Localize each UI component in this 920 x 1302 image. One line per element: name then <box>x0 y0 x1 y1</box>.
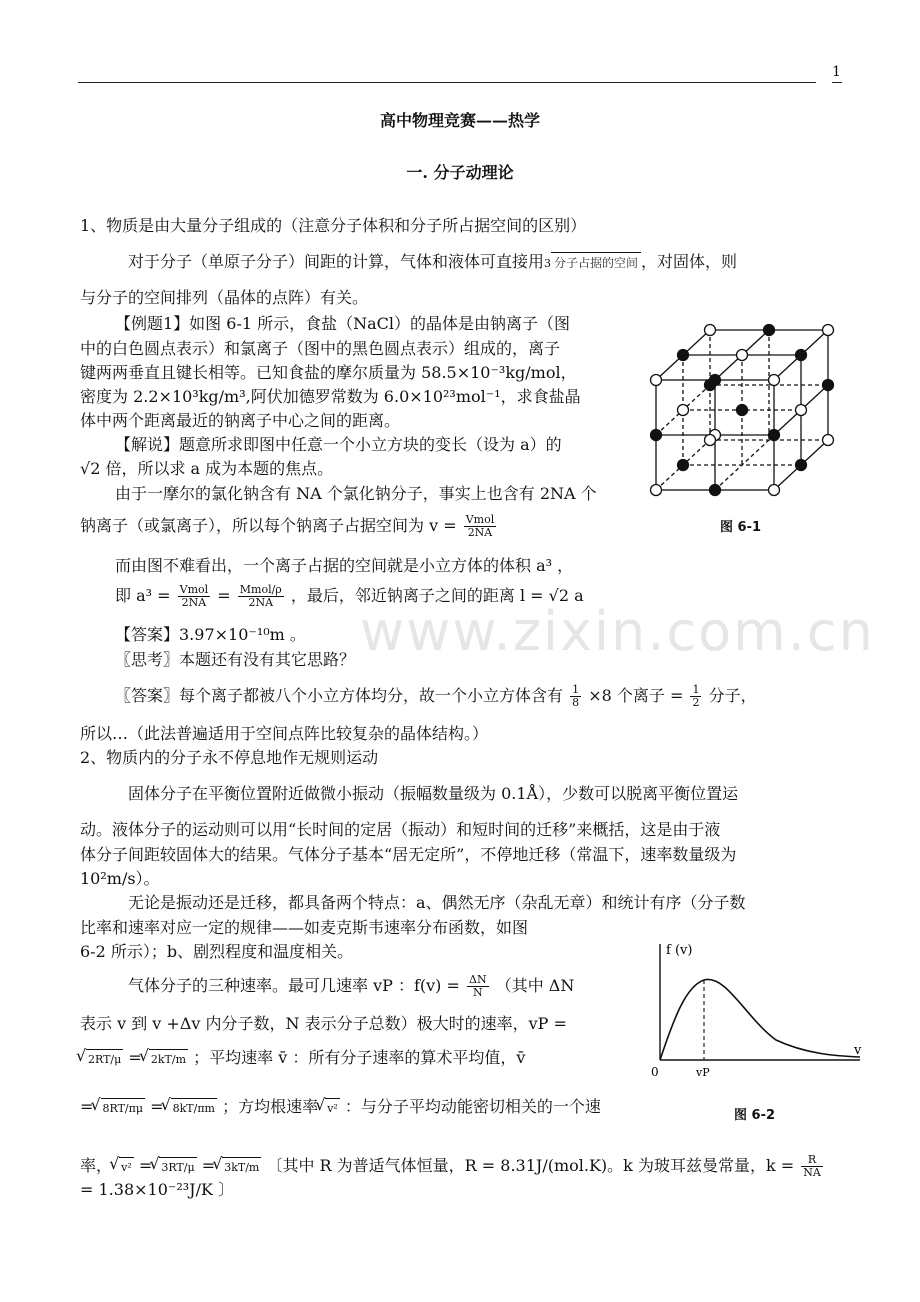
text-span: 气体分子的三种速率。最可几速率 vP ：f(v) = <box>128 976 460 995</box>
para-text: 所以…（此法普遍适用于空间点阵比较复杂的晶体结构。） <box>80 724 489 743</box>
page-number-underline <box>832 82 842 83</box>
speed-line: = 1.38×10⁻²³J/K 〕 <box>80 1180 235 1199</box>
text-span: 对于分子（单原子分子）间距的计算，气体和液体可直接用 <box>128 252 545 271</box>
fraction <box>464 514 497 539</box>
root-index: 3 <box>544 257 552 270</box>
speed-line <box>80 1154 825 1179</box>
equals-sign: = <box>80 1097 94 1116</box>
figure-6-1-lattice <box>648 322 838 532</box>
watermark: www.zixin.com.cn <box>360 600 875 663</box>
root-expression: √ 2RT/μ <box>86 1049 123 1070</box>
text-span: ；方均根速率 <box>222 1097 319 1116</box>
solution-line <box>80 514 498 539</box>
text-span: 钠离子（或氯离子），所以每个钠离子占据空间为 v = <box>80 516 457 535</box>
fraction <box>690 684 701 709</box>
frac-num: Vmol <box>465 513 495 526</box>
frac-num: Vmol <box>179 583 209 596</box>
fraction <box>467 974 489 999</box>
para-text: 无论是振动还是迁移，都具备两个特点：a、偶然无序（杂乱无章）和统计有序（分子数 <box>128 893 746 912</box>
para-text: 动。液体分子的运动则可以用“长时间的定居（振动）和短时间的迁移”来概括，这是由于液 <box>80 820 721 839</box>
figure-6-2-caption: 图 6-2 <box>734 1108 776 1123</box>
frac-num: ΔN <box>469 973 487 986</box>
header-rule <box>78 82 816 83</box>
fraction <box>178 584 211 609</box>
para-text: 比率和速率对应一定的规律——如麦克斯韦速率分布函数，如图 <box>80 918 529 937</box>
text-span: 〔其中 R 为普适气体恒量，R = 8.31J/(mol.K)。k 为玻耳兹曼常量，k = <box>266 1156 795 1175</box>
para-2-heading: 2、物质内的分子永不停息地作无规则运动 <box>80 748 379 767</box>
para-1-heading: 1、物质是由大量分子组成的（注意分子体积和分子所占据空间的区别） <box>80 216 587 235</box>
frac-den: NA <box>803 1166 821 1179</box>
answer-line: 【答案】3.97×10⁻¹⁰m 。 <box>115 625 306 644</box>
speed-line <box>128 974 574 999</box>
frac-num: R <box>801 1154 823 1167</box>
page-number: 1 <box>832 64 841 80</box>
para-text: 体分子间距较固体大的结果。气体分子基本“居无定所”，不停地迁移（常温下，速率数量级为 <box>80 845 737 864</box>
text-span: ，最后，邻近钠离子之间的距离 l = √2 a <box>290 586 584 605</box>
root-expression: √ 8RT/πμ <box>101 1098 146 1119</box>
root-expression: √ 2kT/m <box>149 1049 188 1070</box>
example-line: 键两两垂直且键长相等。已知食盐的摩尔质量为 58.5×10⁻³kg/mol， <box>80 363 577 382</box>
para-text: 6-2 所示）；b、剧烈程度和温度相关。 <box>80 942 354 961</box>
para-text: 10²m/s）。 <box>80 869 160 888</box>
frac-den: 8 <box>572 696 580 709</box>
text-span: 分子， <box>708 686 757 705</box>
root-expression: √ 3RT/μ <box>159 1157 196 1178</box>
text-span: ：与分子平均动能密切相关的一个速 <box>344 1097 601 1116</box>
origin-label: 0 <box>651 1065 659 1079</box>
equals-sign: = <box>201 1156 216 1175</box>
text-span: 即 a³ = <box>115 586 171 605</box>
x-axis-label: v <box>854 1043 862 1058</box>
speed-line <box>80 1097 601 1119</box>
solution-line <box>115 584 584 609</box>
para-text: 与分子的空间排列（晶体的点阵）有关。 <box>80 288 369 307</box>
think-line: 〖思考〗本题还有没有其它思路？ <box>115 650 356 669</box>
root-expression: √ v² <box>119 1157 134 1178</box>
fraction <box>238 584 284 609</box>
text-span: ，对固体，则 <box>641 252 738 271</box>
answer-line <box>115 684 757 709</box>
root-expression: √ 3kT/m <box>222 1157 261 1178</box>
example-line: 密度为 2.2×10³kg/m³,阿伏加德罗常数为 6.0×10²³mol⁻¹，求食盐晶 <box>80 387 581 406</box>
y-axis-label: f (v) <box>666 943 693 958</box>
text-span: ×8 个离子 = <box>588 686 684 705</box>
para-text <box>128 252 737 274</box>
speed-line <box>84 1048 525 1070</box>
section-heading: 一. 分子动理论 <box>406 163 514 182</box>
example-line: 中的白色圆点表示）和氯离子（图中的黑色圆点表示）组成的，离子 <box>80 339 561 358</box>
cube-root-expression: 分子占据的空间 <box>551 252 641 273</box>
solution-line: 【解说】题意所求即图中任意一个小立方块的变长（设为 a）的 <box>115 435 562 454</box>
text-span: ；平均速率 v̄ ：所有分子速率的算术平均值，v̄ <box>193 1048 526 1067</box>
root-expression: √ 8kT/πm <box>171 1098 217 1119</box>
frac-den: 2NA <box>248 596 274 609</box>
vp-label: vP <box>696 1066 710 1079</box>
text-span: （其中 ΔN <box>495 976 575 995</box>
solution-line: 由于一摩尔的氯化钠含有 NA 个氯化钠分子，事实上也含有 2NA 个 <box>115 484 597 503</box>
frac-den: 2NA <box>181 596 207 609</box>
figure-6-2-distribution <box>646 938 866 1098</box>
fraction <box>801 1154 823 1179</box>
example-line: 体中两个距离最近的钠离子中心之间的距离。 <box>80 411 401 430</box>
frac-den: N <box>472 986 483 999</box>
figure-6-1-caption: 图 6-1 <box>720 520 762 535</box>
page-title: 高中物理竞赛——热学 <box>379 111 540 130</box>
solution-line: 而由图不难看出，一个离子占据的空间就是小立方体的体积 a³ ， <box>115 556 574 575</box>
frac-den: 2 <box>692 696 700 709</box>
example-line: 【例题1】如图 6-1 所示，食盐（NaCl）的晶体是由钠离子（图 <box>115 314 571 333</box>
fraction <box>570 684 581 709</box>
root-expression: √ v² <box>325 1098 340 1119</box>
solution-line: √2 倍，所以求 a 成为本题的焦点。 <box>80 459 334 478</box>
equals-sign: = <box>150 1097 164 1116</box>
para-text: 固体分子在平衡位置附近做微小振动（振幅数量级为 0.1Å），少数可以脱离平衡位置运 <box>128 784 739 803</box>
frac-num: Mmol/ρ <box>239 583 282 596</box>
equals-sign: = <box>138 1156 153 1175</box>
frac-num: 1 <box>692 683 700 696</box>
equals-sign: = <box>217 586 231 605</box>
frac-num: 1 <box>572 683 580 696</box>
speed-line: 表示 v 到 v +Δv 内分子数，N 表示分子总数）极大时的速率，vP = <box>80 1014 567 1033</box>
text-span: 率， <box>80 1156 113 1175</box>
text-span: 〖答案〗每个离子都被八个小立方体均分，故一个小立方体含有 <box>115 686 564 705</box>
frac-den: 2NA <box>467 526 493 539</box>
equals-sign: = <box>128 1048 142 1067</box>
